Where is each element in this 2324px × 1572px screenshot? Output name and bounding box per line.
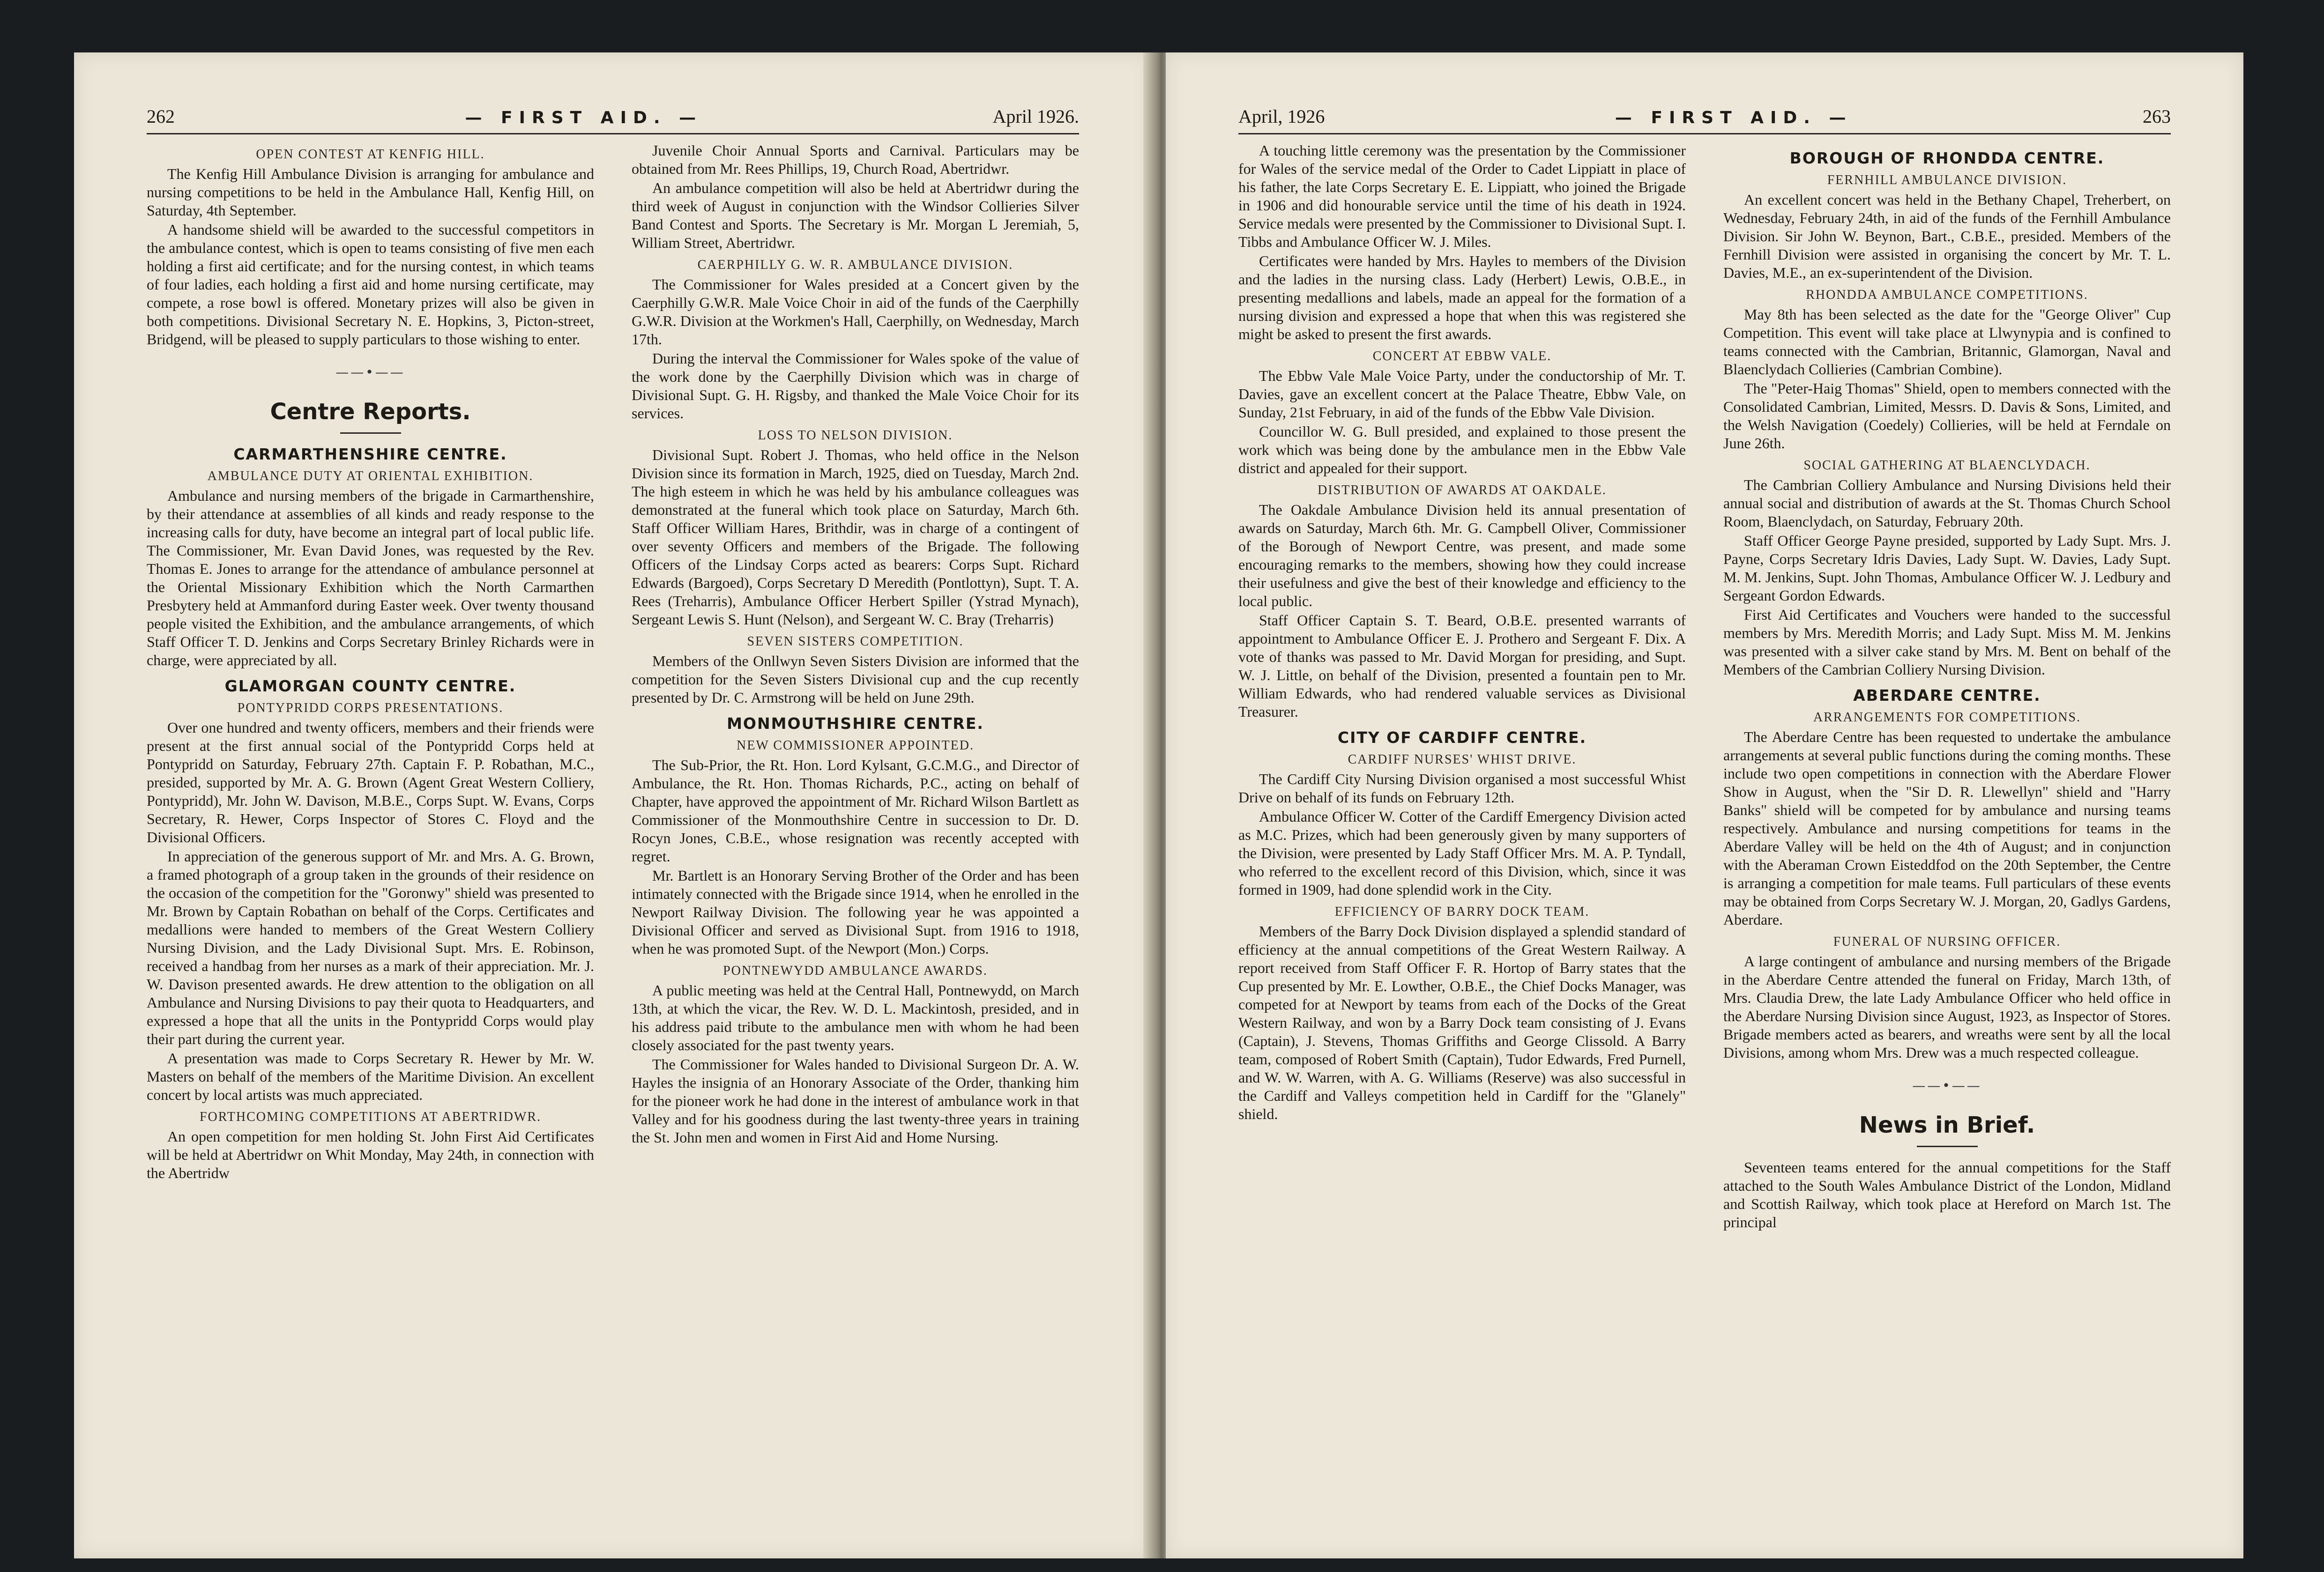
right-columns [1238, 141, 2171, 1521]
subheading: PONTNEWYDD AMBULANCE AWARDS. [723, 964, 988, 978]
centre-heading: CITY OF CARDIFF CENTRE. [1337, 728, 1587, 747]
left-column-1 [147, 141, 594, 1521]
centre-heading: CARMARTHENSHIRE CENTRE. [233, 445, 507, 463]
right-page-number: 263 [2142, 106, 2171, 127]
paragraph: The "Peter-Haig Thomas" Shield, open to members connected with the Consolidated Cambrian, Limited, Messrs. D. Davis & Sons, Limited, and the Welsh Navigation (Coedely) Collieries, will be held at Ferndale on June 26th. [1723, 380, 2171, 452]
paragraph: The Ebbw Vale Male Voice Party, under the conductorship of Mr. T. Davies, gave an excellent concert at the Palace Theatre, Ebbw Vale, on Sunday, 21st February, in aid of the funds of the Ebbw Vale Division. [1238, 367, 1686, 421]
paragraph: The Commissioner for Wales presided at a Concert given by the Caerphilly G.W.R. Male Voice Choir in aid of the funds of the Caerphilly G.W.R. Division at the Workmen's Hall, Caerphilly, on Wednesday, March 17th. [632, 276, 1079, 348]
subheading: RHONDDA AMBULANCE COMPETITIONS. [1806, 288, 2088, 302]
subheading: DISTRIBUTION OF AWARDS AT OAKDALE. [1318, 483, 1607, 497]
paragraph: A public meeting was held at the Central Hall, Pontnewydd, on March 13th, at which the vicar, the Rev. W. D. L. Mackintosh, presided, and in his address paid tribute to the ambulance men with whom he had been closely associated for the past twenty years. [632, 982, 1079, 1053]
paragraph: The Oakdale Ambulance Division held its annual presentation of awards on Saturday, March 6th. Mr. G. Campbell Oliver, Commissioner of the Borough of Newport Centre, was present, and made some encouraging remarks to the members, showing how they could increase their usefulness and give the best of their knowledge and efficiency to the local public. [1238, 501, 1686, 609]
paragraph: Over one hundred and twenty officers, members and their friends were present at the first annual social of the Pontypridd Corps held at Pontypridd on Saturday, February 27th. Captain F. P. Robathan, M.C., presided, supported by Mr. A. G. Brown (Agent Great Western Colliery, Pontypridd), Mr. John W. Davison, M.B.E., Corps Supt. W. Evans, Corps Secretary, R. Hewer, Corps Inspector of Stores C. Floyd and the Divisional Officers. [147, 719, 594, 845]
ornament-divider: ——•—— [1912, 1078, 1982, 1093]
paragraph: The Sub-Prior, the Rt. Hon. Lord Kylsant, G.C.M.G., and Director of Ambulance, the Rt. Hon. Thomas Richards, P.C., acting on behalf of Chapter, have approved the appointment of Mr. Richard Wilson Bartlett as Commissioner of the Monmouthshire Centre in succession to Dr. D. Rocyn Jones, C.B.E., whose resignation was recently accepted with regret. [632, 756, 1079, 865]
paragraph: Staff Officer Captain S. T. Beard, O.B.E. presented warrants of appointment to Ambulance Officer E. J. Prothero and Sergeant F. Dix. A vote of thanks was passed to Mr. David Morgan for presiding, and Supt. W. J. Little, on behalf of the Division, presented a fountain pen to Mr. William Edwards, who had rendered valuable services as Divisional Treasurer. [1238, 612, 1686, 720]
paragraph: During the interval the Commissioner for Wales spoke of the value of the work done by the Caerphilly Division which was in charge of Divisional Supt. G. H. Rigsby, and thanked the Male Voice Choir for its services. [632, 350, 1079, 422]
paragraph: Mr. Bartlett is an Honorary Serving Brother of the Order and has been intimately connected with the Brigade since 1914, when he enrolled in the Newport Railway Division. The following year he was appointed a Divisional Officer and served as Divisional Supt. from 1916 to 1918, when he was promoted Supt. of the Newport (Mon.) Corps. [632, 867, 1079, 957]
left-running-header [147, 90, 1079, 134]
right-page [1166, 52, 2243, 1558]
paragraph: The Kenfig Hill Ambulance Division is arranging for ambulance and nursing competitions to be held in the Ambulance Hall, Kenfig Hill, on Saturday, 4th September. [147, 165, 594, 219]
paragraph: Divisional Supt. Robert J. Thomas, who held office in the Nelson Division since its formation in March, 1925, died on Tuesday, March 2nd. The high esteem in which he was held by his ambulance colleagues was demonstrated at the funeral which took place on Saturday, March 6th. Staff Officer William Hares, Brithdir, was in charge of a contingent of over seventy Officers and members of the Brigade. The following Officers of the Lindsay Corps acted as bearers: Corps Supt. Richard Edwards (Bargoed), Corps Secretary D Meredith (Pontlottyn), Supt. T. A. Rees (Treharris), Ambulance Officer Herbert Spiller (Ystrad Mynach), Sergeant Lewis S. Hunt (Nelson), and Sergeant W. C. Bray (Treharris) [632, 446, 1079, 628]
left-page [74, 52, 1152, 1558]
paragraph: Members of the Onllwyn Seven Sisters Division are informed that the competition for the Seven Sisters Divisional cup and the cup recently presented by Dr. C. Armstrong will be held on June 29th. [632, 653, 1079, 706]
paragraph: Ambulance and nursing members of the brigade in Carmarthenshire, by their attendance at assemblies of all kinds and ready response to the increasing calls for duty, have become an integral part of local public life. The Commissioner, Mr. Evan David Jones, was requested by the Rev. Thomas E. Jones to arrange for the attendance of ambulance personnel at the Oriental Missionary Exhibition which the North Carmarthen Presbytery held at Ammanford during Easter week. Over twenty thousand people visited the Exhibition, and the ambulance arrangements, of which Staff Officer T. D. Jenkins and Corps Secretary Brinley Richards were in charge, were appreciated by all. [147, 487, 594, 668]
subheading: CONCERT AT EBBW VALE. [1372, 349, 1552, 363]
right-running-header [1238, 90, 2171, 134]
ornament-divider: ——•—— [335, 364, 405, 380]
subheading: SEVEN SISTERS COMPETITION. [747, 634, 964, 649]
paragraph: Staff Officer George Payne presided, supported by Lady Supt. Mrs. J. Payne, Corps Secretary Idris Davies, Lady Supt. W. Davies, Lady Supt. M. M. Jenkins, Supt. John Thomas, Ambulance Officer W. J. Ledbury and Sergeant Gordon Edwards. [1723, 532, 2171, 604]
left-date: April 1926. [992, 106, 1079, 127]
left-column-2 [632, 141, 1079, 1521]
paragraph: Councillor W. G. Bull presided, and explained to those present the work which was being done by the ambulance men in the Ebbw Vale district and appealed for their support. [1238, 423, 1686, 476]
centre-heading: GLAMORGAN COUNTY CENTRE. [224, 677, 516, 695]
paragraph: May 8th has been selected as the date for the "George Oliver" Cup Competition. This event will take place at Llwynypia and is confined to teams connected with the Cambrian, Britannic, Glamorgan, Naval and Blaenclydach Collieries (Cambrian Combine). [1723, 306, 2171, 378]
subheading: OPEN CONTEST AT KENFIG HILL. [256, 147, 485, 162]
paragraph: Juvenile Choir Annual Sports and Carnival. Particulars may be obtained from Mr. Rees Phillips, 19, Church Road, Abertridwr. [632, 142, 1079, 177]
left-masthead: — FIRST AID. — [465, 108, 703, 127]
paragraph: The Aberdare Centre has been requested to undertake the ambulance arrangements at several public functions during the coming months. These include two open competitions in connection with the Aberdare Flower Show in August, when the "Sir D. R. Llewellyn" shield and "Harry Banks" shield will be competed for by ambulance and nursing teams respectively. Ambulance and nursing competitions for teams in the Aberdare Valley will be held on the 4th of August; and in conjunction with the Aberaman Crown Eisteddfod on the 20th September, the Centre is arranging a competition for male teams. Full particulars of these events may be obtained from Corps Secretary W. J. Morgan, 20, Gadlys Gardens, Aberdare. [1723, 728, 2171, 928]
left-columns [147, 141, 1079, 1521]
paragraph: The Commissioner for Wales handed to Divisional Surgeon Dr. A. W. Hayles the insignia of an Honorary Associate of the Order, thanking him for the pioneer work he had done in the interest of ambulance work in that Valley and for his goodness during the last twenty-three years in training the St. John men and women in First Aid and Home Nursing. [632, 1056, 1079, 1146]
paragraph: An excellent concert was held in the Bethany Chapel, Treherbert, on Wednesday, February 24th, in aid of the funds of the Fernhill Ambulance Division. Sir John W. Beynon, Bart., C.B.E., presided. Members of the Fernhill Division were assisted in organising the concert by Mr. T. L. Davies, M.E., an ex-superintendent of the Division. [1723, 191, 2171, 281]
paragraph: Ambulance Officer W. Cotter of the Cardiff Emergency Division acted as M.C. Prizes, which had been generously given by many supporters of the Division, were presented by Lady Staff Officer Mrs. M. A. P. Tyndall, who referred to the excellent record of this Division, which, since it was formed in 1909, had done splendid work in the City. [1238, 808, 1686, 898]
section-heading: News in Brief. [1723, 1112, 2171, 1147]
paragraph: Certificates were handed by Mrs. Hayles to members of the Division and the ladies in the nursing class. Lady (Herbert) Lewis, O.B.E., in presenting medallions and labels, made an appeal for the formation of a nursing division and expressed a hope that when this was registered she might be asked to present the first awards. [1238, 252, 1686, 342]
section-heading: Centre Reports. [147, 399, 594, 434]
paragraph: A large contingent of ambulance and nursing members of the Brigade in the Aberdare Centre attended the funeral on Friday, March 13th, of Mrs. Claudia Drew, the late Lady Ambulance Officer who held office in the Aberdare Nursing Division since August, 1923, as Inspector of Stores. Brigade members acted as bearers, and wreaths were sent by all the local Divisions, among whom Mrs. Drew was a much respected colleague. [1723, 953, 2171, 1061]
subheading: SOCIAL GATHERING AT BLAENCLYDACH. [1803, 458, 2091, 473]
right-date: April, 1926 [1238, 106, 1325, 127]
right-column-1 [1238, 141, 1686, 1521]
subheading: AMBULANCE DUTY AT ORIENTAL EXHIBITION. [207, 469, 534, 483]
subheading: FORTHCOMING COMPETITIONS AT ABERTRIDWR. [199, 1110, 542, 1124]
subheading: NEW COMMISSIONER APPOINTED. [737, 738, 974, 753]
paragraph: An ambulance competition will also be held at Abertridwr during the third week of August in conjunction with the Windsor Collieries Silver Band Contest and Sports. The Secretary is Mr. Morgan L Jeremiah, 5, William Street, Abertridwr. [632, 179, 1079, 251]
centre-heading: BOROUGH OF RHONDDA CENTRE. [1789, 149, 2105, 167]
subheading: CARDIFF NURSES' WHIST DRIVE. [1348, 752, 1577, 767]
paragraph: First Aid Certificates and Vouchers were handed to the successful members by Mrs. Meredith Morris; and Lady Supt. Miss M. M. Jenkins was presented with a silver cake stand by Mrs. M. Bent on behalf of the Members of the Cambrian Colliery Nursing Division. [1723, 606, 2171, 678]
subheading: FUNERAL OF NURSING OFFICER. [1833, 934, 2061, 949]
subheading: LOSS TO NELSON DIVISION. [758, 428, 953, 443]
paragraph: A handsome shield will be awarded to the successful competitors in the ambulance contest, which is open to teams consisting of five men each holding a first aid certificate; and for the nursing contest, in which teams of four ladies, each holding a first aid and home nursing certificate, may compete, a rose bowl is offered. Monetary prizes will also be given in both competitions. Divisional Secretary N. E. Hopkins, 3, Picton-street, Bridgend, will be pleased to supply particulars to those wishing to enter. [147, 221, 594, 348]
paragraph: In appreciation of the generous support of Mr. and Mrs. A. G. Brown, a framed photograph of a group taken in the grounds of their residence on the occasion of the competition for the "Goronwy" shield was presented to Mr. Brown by Captain Robathan on behalf of the Corps. Certificates and medallions were handed to members of the Great Western Colliery Nursing Division, and the Lady Divisional Supt. Mrs. E. Robinson, received a handbag from her nurses as a mark of their appreciation. Mr. J. W. Davison presented awards. He drew attention to the obligation on all Ambulance and Nursing Divisions to pay their quota to Headquarters, and expressed a hope that all the units in the Pontypridd Corps would play their part during the current year. [147, 848, 594, 1047]
paragraph: A touching little ceremony was the presentation by the Commissioner for Wales of the service medal of the Order to Cadet Lippiatt in place of his father, the late Corps Secretary E. E. Lippiatt, who joined the Brigade in 1906 and did honourable service until the time of his death in 1924. Service medals were presented by the Commissioner to Divisional Supt. I. Tibbs and Ambulance Officer W. J. Miles. [1238, 142, 1686, 250]
subheading: PONTYPRIDD CORPS PRESENTATIONS. [237, 701, 504, 715]
paragraph: Members of the Barry Dock Division displayed a splendid standard of efficiency at the annual competitions of the Great Western Railway. A report received from Staff Officer F. R. Hortop of Barry states that the Cup presented by Mr. E. Lowther, O.B.E., the Chief Docks Manager, was competed for at Newport by teams from each of the Docks of the Great Western Railway, and won by a Barry Dock team consisting of J. Evans (Captain), J. Stevens, Thomas Griffiths and George Clissold. A Barry team, composed of Robert Smith (Captain), Tudor Edwards, Fred Purnell, and W. W. Warren, with A. G. Williams (Reserve) was also successful in the Cardiff and Valleys competition held in Cardiff for the "Glanely" shield. [1238, 923, 1686, 1122]
subheading: ARRANGEMENTS FOR COMPETITIONS. [1813, 710, 2081, 725]
paragraph: Seventeen teams entered for the annual competitions for the Staff attached to the South Wales Ambulance District of the London, Midland and Scottish Railway, which took place at Hereford on March 1st. The principal [1723, 1159, 2171, 1231]
left-page-number: 262 [147, 106, 175, 127]
subheading: CAERPHILLY G. W. R. AMBULANCE DIVISION. [697, 258, 1013, 272]
right-column-2 [1723, 141, 2171, 1521]
right-masthead: — FIRST AID. — [1615, 108, 1853, 127]
paragraph: A presentation was made to Corps Secretary R. Hewer by Mr. W. Masters on behalf of the members of the Maritime Division. An excellent concert by local artists was much appreciated. [147, 1050, 594, 1103]
paragraph: The Cardiff City Nursing Division organised a most successful Whist Drive on behalf of its funds on February 12th. [1238, 771, 1686, 806]
paragraph: The Cambrian Colliery Ambulance and Nursing Divisions held their annual social and distribution of awards at the St. Thomas Church School Room, Blaenclydach, on Saturday, February 20th. [1723, 476, 2171, 530]
paragraph: An open competition for men holding St. John First Aid Certificates will be held at Abertridwr on Whit Monday, May 24th, in connection with the Abertridw [147, 1128, 594, 1181]
subheading: FERNHILL AMBULANCE DIVISION. [1827, 173, 2067, 187]
subheading: EFFICIENCY OF BARRY DOCK TEAM. [1334, 905, 1590, 919]
centre-heading: ABERDARE CENTRE. [1853, 686, 2041, 704]
centre-heading: MONMOUTHSHIRE CENTRE. [727, 714, 984, 733]
